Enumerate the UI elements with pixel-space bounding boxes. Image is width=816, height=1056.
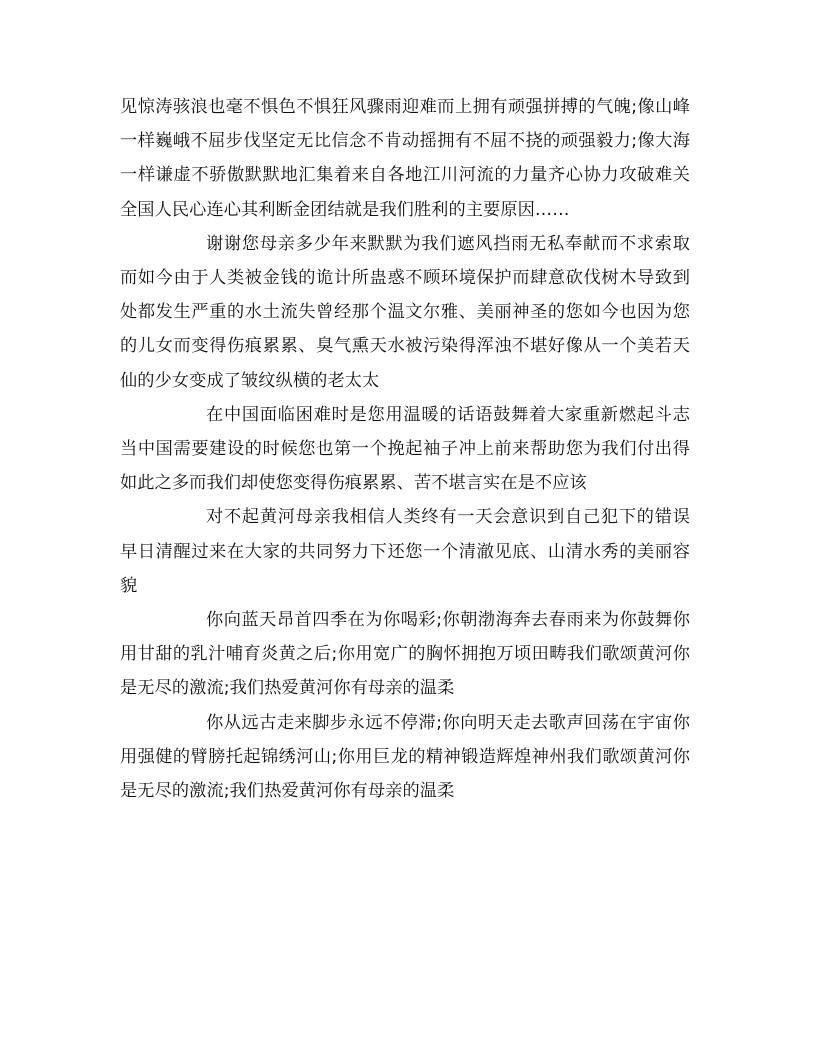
paragraph-china-difficulty: 在中国面临困难时是您用温暖的话语鼓舞着大家重新燃起斗志当中国需要建设的时候您也第一个挽起袖子冲上前来帮助您为我们付出得如此之多而我们却使您变得伤痕累累、苦不堪言实在是不应该 (120, 404, 690, 494)
paragraph-ode-two: 你从远古走来脚步永远不停滞;你向明天走去歌声回荡在宇宙你用强健的臂膀托起锦绣河山;你用巨龙的精神锻造辉煌神州我们歌颂黄河你是无尽的激流;我们热爱黄河你有母亲的温柔 (120, 712, 690, 802)
paragraph-continuation: 见惊涛骇浪也毫不惧色不惧狂风骤雨迎难而上拥有顽强拼搏的气魄;像山峰一样巍峨不屈步伐坚定无比信念不肯动摇拥有不屈不挠的顽强毅力;像大海一样谦虚不骄傲默默地汇集着来自各地江川河流的力量齐心协力攻破难关全国人民心连心其利断金团结就是我们胜利的主要原因…… (120, 97, 690, 220)
paragraph-thanks-mother: 谢谢您母亲多少年来默默为我们遮风挡雨无私奉献而不求索取而如今由于人类被金钱的诡计所蛊惑不顾环境保护而肆意砍伐树木导致到处都发生严重的水土流失曾经那个温文尔雅、美丽神圣的您如今也因为您的儿女而变得伤痕累累、臭气熏天水被污染得浑浊不堪好像从一个美若天仙的少女变成了皱纹纵横的老太太 (120, 233, 690, 391)
paragraph-ode-one: 你向蓝天昂首四季在为你喝彩;你朝渤海奔去春雨来为你鼓舞你用甘甜的乳汁哺育炎黄之后;你用宽广的胸怀拥抱万顷田畴我们歌颂黄河你是无尽的激流;我们热爱黄河你有母亲的温柔 (120, 610, 690, 699)
document-body (120, 90, 690, 808)
paragraph-apology: 对不起黄河母亲我相信人类终有一天会意识到自己犯下的错误早日清醒过来在大家的共同努力下还您一个清澈见底、山清水秀的美丽容貌 (120, 507, 690, 596)
